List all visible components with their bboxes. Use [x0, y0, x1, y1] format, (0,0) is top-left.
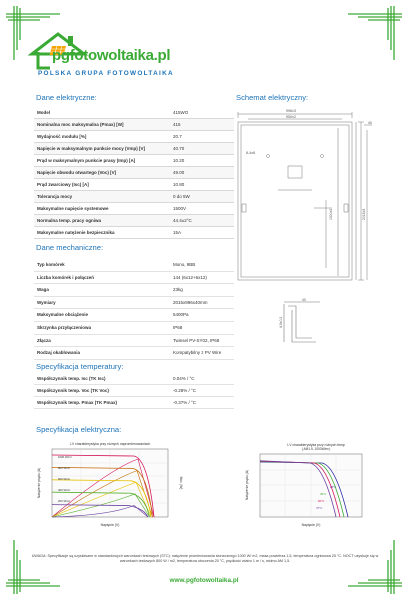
left-chart-legend-item: 1000 W/m² — [58, 455, 72, 459]
mechanical-data-table — [34, 259, 234, 360]
electrical-row — [34, 119, 234, 131]
electrical-row — [34, 167, 234, 179]
mechanical-value: Mono, 9BB — [173, 262, 196, 267]
electrical-value: 15A — [173, 230, 182, 235]
mechanical-row — [34, 322, 234, 335]
electrical-row — [34, 191, 234, 203]
electrical-label: Napięcie w maksymalnym punkcie mocy (Vmp) [V] — [37, 146, 146, 151]
electrical-label: Maksymalne natężenie bezpiecznika — [37, 230, 115, 235]
electrical-value: 1500V — [173, 206, 187, 211]
temperature-label: Współczynnik temp. Voc (TK Voc) — [37, 388, 109, 393]
electrical-value: 415 — [173, 122, 181, 127]
left-chart-ylabel: Natężenie prądu (A) — [37, 467, 41, 499]
electrical-label: Wydajność modułu [%] — [37, 134, 87, 139]
right-chart-ylabel: Natężenie prądu (A) — [245, 469, 249, 501]
electrical-value: 415WO — [173, 110, 189, 115]
footer-url[interactable]: www.pgfotowoltaika.pl — [169, 577, 239, 584]
mechanical-label: Waga — [37, 287, 49, 293]
frame-profile-diagram — [268, 298, 328, 348]
mechanical-value: 2015x996x40mm — [173, 299, 208, 305]
temperature-value: -0.37% / °C — [173, 400, 197, 405]
mechanical-value: 144 (6x12+6x12) — [173, 274, 207, 280]
mechanical-label: Rodzaj okablowania — [37, 350, 81, 356]
left-chart-xlabel: Napięcie (V) — [100, 523, 120, 527]
temperature-label: Współczynnik temp. Isc (TK Isc) — [37, 376, 106, 381]
mechanical-row — [34, 297, 234, 310]
mechanical-value: 23kg — [173, 287, 183, 293]
left-chart-legend-item: 600 W/m² — [58, 477, 71, 481]
electrical-data-table — [34, 107, 234, 239]
profile-label: 40 — [302, 298, 306, 302]
heading-electrical-data: Dane elektryczne: — [36, 93, 97, 102]
temperature-row — [34, 397, 234, 409]
electrical-label: Prąd w maksymalnym punkcie prasy (Imp) [A] — [37, 158, 136, 163]
mechanical-label: Skrzynka przyłączeniowa — [37, 324, 92, 330]
temperature-value: -0.28% / °C — [173, 388, 197, 393]
logo-text[interactable]: pgfotowoltaika.pl — [52, 47, 171, 64]
left-chart-title: I-V charakterystyka przy różnych napromienowaniach — [69, 442, 151, 446]
iv-temperature-chart — [236, 440, 376, 532]
diagram-height-label: 2015±3 — [362, 208, 366, 220]
temperature-value: 0.04% / °C — [173, 376, 195, 381]
mechanical-label: Maksymalne obciążenie — [37, 312, 89, 318]
temperature-row — [34, 385, 234, 397]
mechanical-row — [34, 259, 234, 272]
electrical-label: Tolerancja mocy — [37, 194, 73, 199]
mechanical-row — [34, 347, 234, 360]
left-chart-legend-item: 800 W/m² — [58, 466, 71, 470]
temperature-row — [34, 373, 234, 385]
electrical-row — [34, 203, 234, 215]
electrical-label: Model — [37, 110, 50, 115]
diagram-inner-label: 1300±2 — [329, 208, 333, 220]
electrical-value: 40.70 — [173, 146, 185, 151]
electrical-value: 44.4±2°C — [173, 218, 192, 223]
right-chart-xlabel: Napięcie (V) — [301, 523, 321, 527]
electrical-value: 10.20 — [173, 158, 185, 163]
mechanical-value: 5400Pa — [173, 312, 189, 318]
mechanical-value: Kompatybilny z PV Wire — [173, 350, 222, 356]
module-dimension-diagram — [228, 108, 378, 290]
temperature-table — [34, 373, 234, 409]
electrical-row — [34, 155, 234, 167]
electrical-value: 0 do 5W — [173, 194, 190, 199]
heading-temperature: Specyfikacja temperatury: — [36, 362, 124, 371]
temp-curve-label: 70°C — [316, 506, 323, 510]
electrical-label: Prąd zwarciowy (Isc) [A] — [37, 182, 89, 187]
footnote: UWAGA: Specyfikacje są uzyskiwane w standardowych warunkach testowych (STC): natężenie promieniowania słonecznego 1000 W/ m2, masa powietrza 1,5, temperatura ogniwowa 25 °C. NOCT uzyskuje się w warunkach testowych 800 W / m2, temperatura otoczenia 20 °C, prędkość wiatru 1 m / s, widmo AM 1,5. — [31, 554, 379, 564]
heading-electrical-diagram: Schemat elektryczny: — [236, 93, 309, 102]
mechanical-label: Wymiary — [37, 299, 56, 305]
temp-curve-label: 45°C — [320, 492, 327, 496]
temperature-label: Współczynnik temp. Pmax (TK Pmax) — [37, 400, 118, 405]
heading-mechanical-data: Dane mechaniczne: — [36, 243, 104, 252]
left-chart-legend-item: 200 W/m² — [58, 499, 71, 503]
mechanical-value: Twinsel PV-SY02, IP68 — [173, 337, 220, 343]
mechanical-row — [34, 309, 234, 322]
mechanical-row — [34, 272, 234, 285]
electrical-row — [34, 131, 234, 143]
mechanical-label: Złącza — [37, 337, 51, 343]
diagram-hole-label: 8-4x8 — [246, 151, 255, 155]
left-chart-ylabel-right: Moc (W) — [179, 476, 183, 490]
electrical-row — [34, 227, 234, 239]
electrical-label: Normalna temp. pracy ogniwa — [37, 218, 102, 223]
electrical-value: 10.80 — [173, 182, 185, 187]
temp-curve-label: 25°C — [330, 485, 337, 489]
electrical-label: Napięcie obwodu otwartego (Voc) [V] — [37, 170, 117, 175]
profile-height-label: 4.5±0.2 — [279, 316, 283, 328]
diagram-width-label: 996±3 — [286, 109, 296, 113]
mechanical-row — [34, 284, 234, 297]
heading-electrical-spec: Specyfikacja elektryczna: — [36, 425, 122, 434]
temp-curve-label: 60°C — [318, 499, 325, 503]
electrical-row — [34, 107, 234, 119]
electrical-label: Maksymalne napięcie systemowe — [37, 206, 109, 211]
right-chart-subtitle: ( AM1.5, 1000W/m²) — [301, 447, 331, 451]
right-chart-title: I-V charakterystyka przy różnych temp — [287, 443, 345, 447]
diagram-inner-width-label: 950±2 — [286, 115, 296, 119]
electrical-label: Nominalna moc maksymalna (Pmax) [W] — [37, 122, 124, 127]
logo-subtitle: POLSKA GRUPA FOTOWOLTAIKA — [38, 70, 174, 77]
mechanical-row — [34, 335, 234, 348]
iv-irradiance-chart — [30, 440, 190, 532]
electrical-row — [34, 143, 234, 155]
left-chart-legend-item: 400 W/m² — [58, 488, 71, 492]
electrical-value: 20.7 — [173, 134, 182, 139]
mechanical-value: IP68 — [173, 324, 183, 330]
electrical-value: 49.00 — [173, 170, 185, 175]
mechanical-label: Typ komórek — [37, 262, 65, 267]
diagram-side-label: 40 — [368, 121, 372, 125]
mechanical-label: Liczba komórek i połączeń — [37, 274, 95, 280]
electrical-row — [34, 179, 234, 191]
electrical-row — [34, 215, 234, 227]
